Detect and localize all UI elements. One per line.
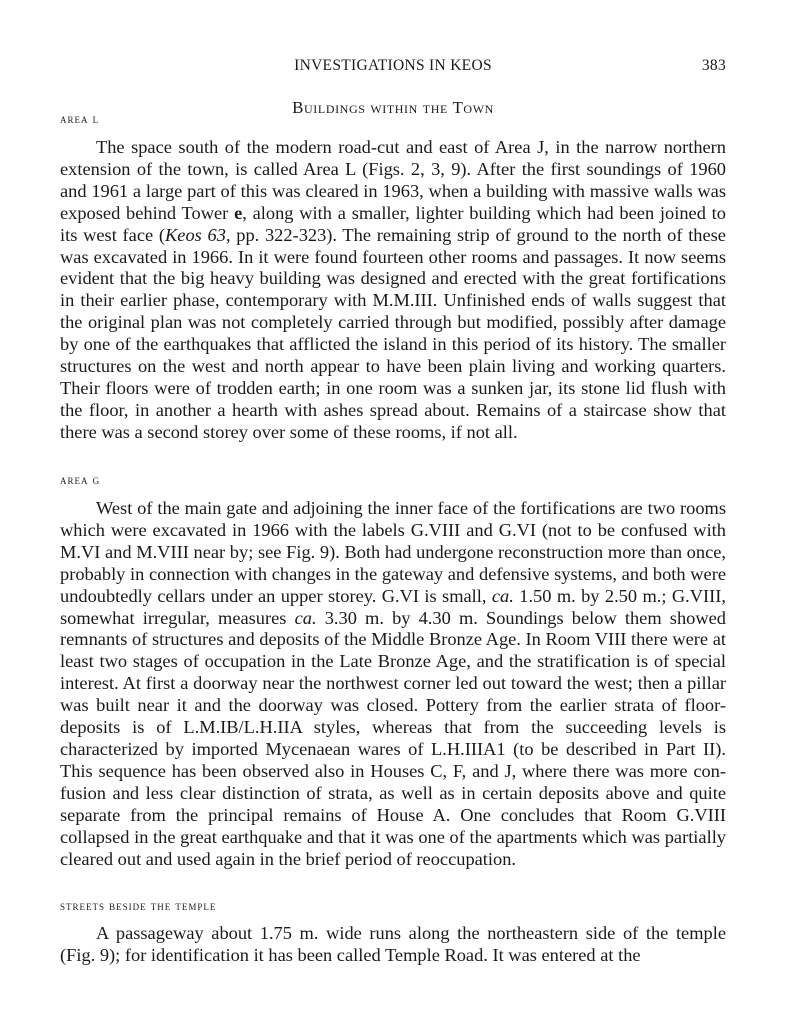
area-g-text-1: West of the main gate and adjoining the inner face of the fortifications are two rooms which were excavated in 1966 with the labels G.VIII and G.VI (not to be confused with M.VI and M.VIII near by; see Fig. 9). Both had undergone reconstruction more than once, probably in connection with changes in the gateway and defensive systems, and both were undoubtedly cellars under an upper storey. G.VI is small, [60, 498, 726, 606]
tower-label: e [234, 202, 243, 223]
area-g-paragraph [60, 498, 726, 870]
streets-heading: streets beside the temple [60, 899, 217, 913]
streets-paragraph [60, 923, 726, 967]
area-g-text-3: 3.30 m. by 4.30 m. Soundings below them showed remnants of structures and deposits of the Middle Bronze Age. In Room VIII there were at least two stages of occupation in the Late Bronze Age, and the stratification is of special interest. At first a doorway near the northwest corner led out toward the west; then a pillar was built near it and the doorway was closed. Pottery from the earlier strata of floor-deposits is of L.M.IB/L.H.IIA styles, whereas that from the succeeding levels is characterized by imported Mycenaean wares of L.H.IIIA1 (to be described in Part II). This sequence has been observed also in Houses C, F, and J, where there was more confusion and less clear distinction of strata, as well as in certain deposits above and quite separate from the principal remains of House A. One concludes that Room G.VIII collapsed in the great earthquake and that it was one of the apartments which was partially cleared out and used again in the brief period of reoccupation. [60, 607, 726, 869]
circa-abbrev-1: ca. [491, 585, 514, 606]
page-number: 383 [701, 57, 726, 74]
section-heading: Buildings within the Town [292, 98, 494, 117]
area-l-heading: area l [60, 112, 100, 126]
area-l-text-2: , along with a smaller, lighter building which had been joined to its west face ( [60, 202, 726, 245]
area-g-heading: area g [60, 473, 101, 487]
area-l-text-3: , pp. 322-323). The remaining strip of ground to the north of these was excavated in 1966. In it were found fourteen other rooms and passages. It now seems evident that the big heavy building was designed and erected with the great fortifications in their earlier phase, contemporary with M.M.III. Unfinished ends of walls suggest that the original plan was not completely carried through but modified, possibly after damage by one of the earthquakes that afflicted the island in this period of its history. The smaller structures on the west and north appear to have been plain living and working quarters. Their floors were of trodden earth; in one room was a sunken jar, its stone lid flush with the floor, in another a hearth with ashes spread about. Remains of a staircase show that there was a second storey over some of these rooms, if not all. [60, 224, 726, 442]
running-title: INVESTIGATIONS IN KEOS [294, 57, 492, 74]
circa-abbrev-2: ca. [294, 607, 317, 628]
running-head [60, 57, 726, 79]
area-l-text-1: The space south of the modern road-cut and east of Area J, in the narrow northern extension of the town, is called Area L (Figs. 2, 3, 9). After the first soundings of 1960 and 1961 a large part of this was cleared in 1963, when a building with massive walls was exposed behind Tower [60, 137, 726, 223]
streets-text-1: A passageway about 1.75 m. wide runs along the northeastern side of the temple (Fig. 9); for identification it has been called Temple Road. It was entered at the [60, 923, 726, 965]
area-l-paragraph [60, 137, 726, 444]
area-g-text-2: 1.50 m. by 2.50 m.; G.VIII, somewhat irregular, measures [60, 585, 726, 628]
keos-reference: Keos 63 [165, 224, 226, 245]
